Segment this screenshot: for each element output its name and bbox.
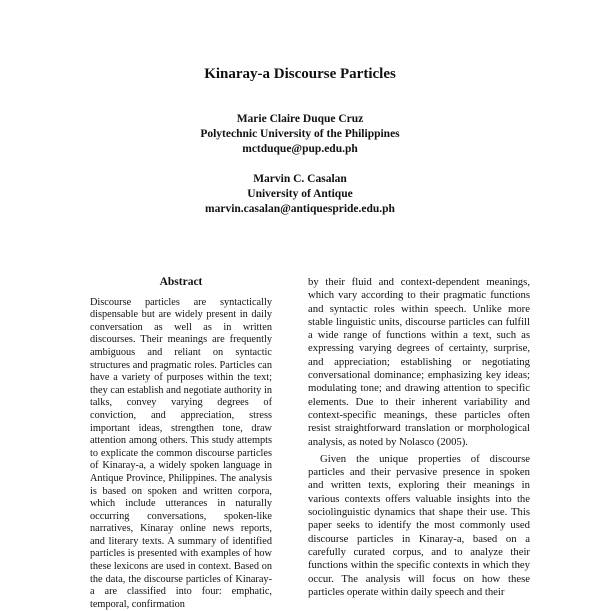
author-2 (0, 172, 600, 217)
abstract-text: Discourse particles are syntactically dispensable but are widely present in daily conversation as well as in written discourses. Their meanings are frequently ambiguous and reliant on syntactic structures and pragmatic roles. Particles can have a variety of purposes within the text; they can establish and negotiate authority in talks, convey varying degrees of conviction, and appreciation, stress important ideas, strengthen tone, draw attention among others. This study attempts to explicate the common discourse particles of Kinaray-a, a widely spoken language in Antique Province, Philippines. The analysis is based on spoken and written corpora, which include utterances in naturally occurring conversations, spoken-like narratives, Kinaray online news reports, and literary texts. A summary of identified particles is presented with examples of how these lexicons are used in context. Based on the data, the discourse particles of Kinaray-a are classified into four: emphatic, temporal, confirmation (90, 296, 272, 610)
author-1 (0, 112, 600, 157)
body-paragraph: by their fluid and context-dependent meanings, which vary according to their pragmatic functions and syntactic roles within speech. Unlike more stable linguistic units, discourse particles can fulfill a wide range of functions within a text, such as expressing varying degrees of certainty, surprise, and appreciation; establishing or negotiating conversational dominance; emphasizing key ideas; modulating tone; and drawing attention to specific elements. Due to their inherent variability and context-specific meanings, these particles often resist straightforward translation or morphological analysis, as noted by Nolasco (2005). (308, 276, 530, 448)
author-list (0, 112, 600, 232)
body-column (308, 276, 530, 599)
author-affiliation: Polytechnic University of the Philippines (200, 128, 400, 140)
abstract-column (90, 276, 272, 611)
author-email: marvin.casalan@antiquespride.edu.ph (205, 203, 395, 215)
body-paragraph: Given the unique properties of discourse particles and their pervasive presence in spoken and written texts, exploring their meanings in various contexts offers valuable insights into the sociolinguistic dynamics that shape their use. This paper seeks to identify the most commonly used discourse particles in Kinaray-a, based on a carefully curated corpus, and to analyze their functions within the specific contexts in which they occur. The analysis will focus on how these particles operate within daily speech and their (308, 452, 530, 598)
author-email: mctduque@pup.edu.ph (242, 143, 358, 155)
paper-title: Kinaray-a Discourse Particles (204, 66, 396, 82)
author-name: Marvin C. Casalan (253, 173, 347, 185)
author-name: Marie Claire Duque Cruz (236, 113, 364, 125)
abstract-heading: Abstract (159, 276, 203, 288)
author-affiliation: University of Antique (247, 188, 353, 200)
